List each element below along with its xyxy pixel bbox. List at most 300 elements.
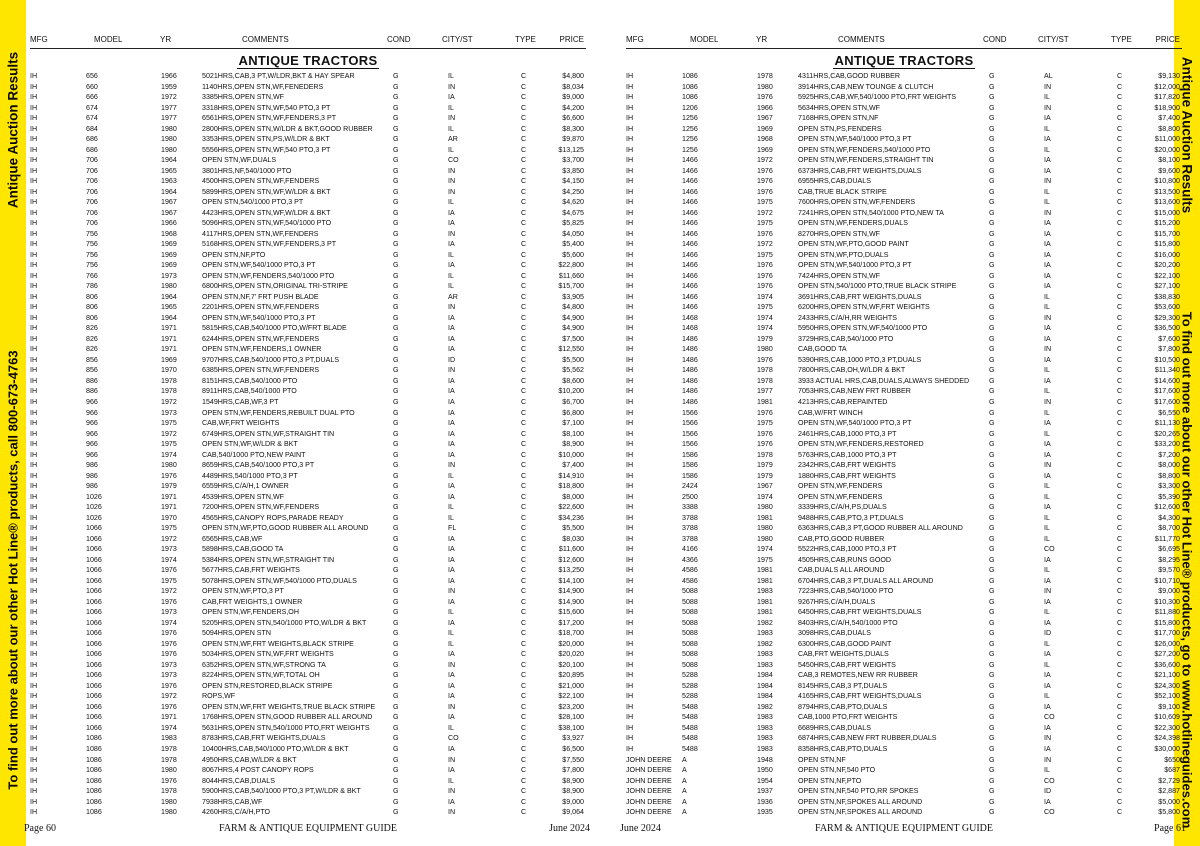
table-row <box>30 797 586 808</box>
cell-model: 826 <box>86 345 98 354</box>
cell-comments: 4539HRS,OPEN STN,WF <box>202 492 284 501</box>
table-row <box>30 155 586 166</box>
cell-year: 1983 <box>161 734 177 743</box>
col-city: CITY/ST <box>442 35 473 44</box>
cell-mfg: IH <box>30 755 38 764</box>
cell-mfg: IH <box>626 545 634 554</box>
cell-price: $2,729 <box>1158 776 1180 785</box>
table-row <box>30 628 586 639</box>
cell-city: IN <box>448 166 456 175</box>
cell-cond: G <box>989 797 995 806</box>
table-row <box>626 733 1182 744</box>
cell-mfg: IH <box>30 219 38 228</box>
cell-year: 1974 <box>757 324 773 333</box>
cell-year: 1974 <box>757 292 773 301</box>
table-row <box>626 723 1182 734</box>
table-row <box>626 208 1182 219</box>
cell-model: 1066 <box>86 618 102 627</box>
guide-name: FARM & ANTIQUE EQUIPMENT GUIDE <box>219 823 397 834</box>
cell-city: FL <box>448 524 457 533</box>
cell-comments: OPEN STN,WF,PTO,DUALS <box>798 250 889 259</box>
cell-cond: G <box>989 334 995 343</box>
cell-year: 1975 <box>757 250 773 259</box>
cell-mfg: IH <box>30 93 38 102</box>
cell-type: C <box>1117 482 1123 491</box>
cell-city: IA <box>1044 450 1051 459</box>
cell-city: IN <box>1044 734 1052 743</box>
cell-comments: CAB,FRT WEIGHTS,1 OWNER <box>202 597 303 606</box>
cell-year: 1972 <box>757 240 773 249</box>
cell-comments: 6565HRS,CAB,WF <box>202 534 263 543</box>
cell-price: $11,770 <box>1154 534 1180 543</box>
cell-model: 706 <box>86 208 98 217</box>
cell-comments: OPEN STN,WF,DUALS <box>202 156 277 165</box>
cell-comments: OPEN STN,WF,540/1000 PTO,3 PT <box>202 261 316 270</box>
cell-model: 1566 <box>682 408 698 417</box>
cell-model: 806 <box>86 292 98 301</box>
cell-cond: G <box>989 303 995 312</box>
cell-price: $10,300 <box>1154 597 1180 606</box>
cell-mfg: IH <box>30 513 38 522</box>
table-row <box>626 439 1182 450</box>
cell-comments: OPEN STN,RESTORED,BLACK STRIPE <box>202 681 333 690</box>
cell-mfg: IH <box>30 124 38 133</box>
cell-model: 1086 <box>86 766 102 775</box>
cell-mfg: IH <box>626 618 634 627</box>
cell-comments: 3098HRS,CAB,DUALS <box>798 629 871 638</box>
cell-comments: OPEN STN,WF,FENDERS,REBUILT DUAL PTO <box>202 408 355 417</box>
cell-mfg: IH <box>626 303 634 312</box>
cell-cond: G <box>989 397 995 406</box>
table-row <box>626 103 1182 114</box>
cell-year: 1976 <box>757 177 773 186</box>
cell-price: $20,000 <box>558 639 584 648</box>
cell-type: C <box>521 482 527 491</box>
cell-mfg: IH <box>626 114 634 123</box>
cell-price: $8,900 <box>562 776 584 785</box>
table-row <box>30 681 586 692</box>
cell-cond: G <box>393 429 399 438</box>
cell-price: $10,500 <box>1154 355 1180 364</box>
cell-mfg: IH <box>626 324 634 333</box>
cell-model: 986 <box>86 482 98 491</box>
cell-comments: 8151HRS,CAB,540/1000 PTO <box>202 376 298 385</box>
cell-year: 1975 <box>161 440 177 449</box>
cell-model: 1066 <box>86 566 102 575</box>
cell-model: 966 <box>86 450 98 459</box>
cell-mfg: IH <box>626 292 634 301</box>
cell-city: IA <box>448 419 455 428</box>
cell-price: $3,850 <box>562 166 584 175</box>
cell-city: IA <box>1044 702 1051 711</box>
cell-comments: OPEN STN,540/1000 PTO,TRUE BLACK STRIPE <box>798 282 957 291</box>
cell-city: ID <box>1044 787 1052 796</box>
cell-comments: 6955HRS,CAB,DUALS <box>798 177 871 186</box>
cell-cond: G <box>393 103 399 112</box>
cell-mfg: JOHN DEERE <box>626 797 672 806</box>
cell-model: 1586 <box>682 450 698 459</box>
cell-model: 674 <box>86 103 98 112</box>
cell-model: 5088 <box>682 597 698 606</box>
cell-price: $12,600 <box>558 555 584 564</box>
cell-model: 4586 <box>682 576 698 585</box>
cell-price: $3,927 <box>562 734 584 743</box>
cell-city: IA <box>448 492 455 501</box>
cell-year: 1978 <box>757 72 773 80</box>
cell-type: C <box>1117 145 1123 154</box>
cell-price: $20,265 <box>1154 429 1180 438</box>
cell-city: IA <box>1044 282 1051 291</box>
cell-model: 686 <box>86 135 98 144</box>
cell-type: C <box>1117 345 1123 354</box>
table-row <box>30 134 586 145</box>
cell-city: IN <box>1044 587 1052 596</box>
table-row <box>30 344 586 355</box>
cell-year: 1982 <box>757 702 773 711</box>
cell-model: 1066 <box>86 587 102 596</box>
cell-comments: OPEN STN,NF,SPOKES ALL AROUND <box>798 808 923 817</box>
cell-year: 1976 <box>757 166 773 175</box>
cell-type: C <box>1117 503 1123 512</box>
cell-comments: 5898HRS,CAB,GOOD TA <box>202 545 284 554</box>
cell-type: C <box>521 198 527 207</box>
cell-city: IA <box>1044 114 1051 123</box>
cell-type: C <box>1117 93 1123 102</box>
cell-model: 886 <box>86 376 98 385</box>
cell-comments: CAB,1000 PTO,FRT WEIGHTS <box>798 713 898 722</box>
cell-cond: G <box>393 608 399 617</box>
cell-comments: 6300HRS,CAB,GOOD PAINT <box>798 639 892 648</box>
cell-price: $14,900 <box>558 597 584 606</box>
cell-type: C <box>521 303 527 312</box>
cell-price: $22,800 <box>558 261 584 270</box>
cell-cond: G <box>989 671 995 680</box>
cell-cond: G <box>989 597 995 606</box>
cell-cond: G <box>393 303 399 312</box>
cell-mfg: IH <box>626 93 634 102</box>
cell-city: IL <box>448 503 454 512</box>
table-row <box>30 418 586 429</box>
cell-year: 1972 <box>757 156 773 165</box>
cell-city: IA <box>448 408 455 417</box>
cell-price: $7,400 <box>1158 114 1180 123</box>
cell-type: C <box>521 713 527 722</box>
cell-year: 1975 <box>161 524 177 533</box>
cell-city: IA <box>448 93 455 102</box>
cell-comments: 7938HRS,CAB,WF <box>202 797 263 806</box>
cell-year: 1978 <box>757 450 773 459</box>
cell-price: $30,000 <box>1154 745 1180 753</box>
cell-cond: G <box>393 419 399 428</box>
cell-type: C <box>1117 450 1123 459</box>
cell-price: $20,100 <box>558 660 584 669</box>
cell-cond: G <box>393 219 399 228</box>
cell-type: C <box>1117 650 1123 659</box>
cell-city: IA <box>448 692 455 701</box>
table-row <box>30 712 586 723</box>
table-row <box>626 323 1182 334</box>
cell-cond: G <box>989 366 995 375</box>
cell-cond: G <box>393 461 399 470</box>
table-row <box>626 765 1182 776</box>
cell-type: C <box>1117 808 1123 817</box>
cell-cond: G <box>393 355 399 364</box>
cell-mfg: IH <box>626 597 634 606</box>
cell-city: CO <box>1044 808 1055 817</box>
cell-price: $11,000 <box>1154 135 1180 144</box>
table-row <box>30 313 586 324</box>
cell-price: $7,400 <box>562 461 584 470</box>
cell-model: 5488 <box>682 745 698 753</box>
cell-model: 1468 <box>682 324 698 333</box>
cell-city: IL <box>1044 145 1050 154</box>
cell-year: 1978 <box>161 745 177 753</box>
cell-city: IN <box>448 702 456 711</box>
cell-city: IL <box>448 513 454 522</box>
cell-cond: G <box>393 408 399 417</box>
cell-model: 1466 <box>682 166 698 175</box>
cell-year: 1973 <box>161 408 177 417</box>
table-row <box>30 250 586 261</box>
cell-mfg: IH <box>626 408 634 417</box>
cell-city: IL <box>448 639 454 648</box>
cell-comments: 6749HRS,OPEN STN,WF,STRAIGHT TIN <box>202 429 335 438</box>
table-row <box>30 492 586 503</box>
cell-cond: G <box>989 450 995 459</box>
cell-cond: G <box>393 135 399 144</box>
cell-price: $10,200 <box>558 387 584 396</box>
cell-cond: G <box>393 787 399 796</box>
cell-type: C <box>1117 419 1123 428</box>
cell-comments: OPEN STN,540/1000 PTO,3 PT <box>202 198 304 207</box>
cell-year: 1972 <box>161 429 177 438</box>
cell-type: C <box>1117 471 1123 480</box>
footer <box>24 823 590 837</box>
cell-type: C <box>1117 124 1123 133</box>
cell-comments: 4260HRS,C/A/H,PTO <box>202 808 271 817</box>
cell-comments: 8403HRS,C/A/H,540/1000 PTO <box>798 618 898 627</box>
cell-type: C <box>521 629 527 638</box>
cell-city: IN <box>1044 208 1052 217</box>
cell-model: 1066 <box>86 545 102 554</box>
cell-model: 1066 <box>86 702 102 711</box>
cell-model: 886 <box>86 387 98 396</box>
cell-city: IA <box>448 440 455 449</box>
cell-cond: G <box>393 166 399 175</box>
cell-type: C <box>521 114 527 123</box>
cell-mfg: IH <box>626 608 634 617</box>
cell-model: 1086 <box>682 82 698 91</box>
cell-comments: 7168HRS,OPEN STN,NF <box>798 114 879 123</box>
cell-comments: 3339HRS,C/A/H,PS,DUALS <box>798 503 887 512</box>
cell-price: $8,300 <box>562 124 584 133</box>
table-row <box>626 113 1182 124</box>
cell-type: C <box>521 576 527 585</box>
cell-cond: G <box>393 755 399 764</box>
cell-cond: G <box>393 177 399 186</box>
cell-mfg: IH <box>626 219 634 228</box>
cell-city: AR <box>448 292 458 301</box>
cell-model: 1486 <box>682 366 698 375</box>
cell-city: IA <box>448 618 455 627</box>
cell-mfg: IH <box>30 629 38 638</box>
cell-year: 1969 <box>161 240 177 249</box>
cell-price: $12,000 <box>1154 82 1180 91</box>
cell-model: 4366 <box>682 555 698 564</box>
table-row <box>626 576 1182 587</box>
cell-mfg: IH <box>30 135 38 144</box>
cell-cond: G <box>989 345 995 354</box>
cell-comments: 4500HRS,OPEN STN,WF,FENDERS <box>202 177 320 186</box>
cell-cond: G <box>989 745 995 753</box>
cell-price: $4,050 <box>562 229 584 238</box>
cell-year: 1974 <box>161 618 177 627</box>
cell-model: 1586 <box>682 461 698 470</box>
cell-year: 1963 <box>161 177 177 186</box>
cell-cond: G <box>989 566 995 575</box>
table-row <box>30 776 586 787</box>
cell-cond: G <box>393 639 399 648</box>
cell-comments: 4117HRS,OPEN STN,WF,FENDERS <box>202 229 319 238</box>
cell-model: 3388 <box>682 503 698 512</box>
cell-price: $10,800 <box>1154 177 1180 186</box>
cell-mfg: IH <box>626 513 634 522</box>
cell-type: C <box>521 324 527 333</box>
cell-year: 1973 <box>161 271 177 280</box>
cell-type: C <box>521 387 527 396</box>
cell-cond: G <box>989 376 995 385</box>
cell-comments: 5078HRS,OPEN STN,WF,540/1000 PTO,DUALS <box>202 576 357 585</box>
cell-year: 1967 <box>757 482 773 491</box>
cell-price: $6,550 <box>1158 408 1180 417</box>
cell-price: $7,550 <box>562 755 584 764</box>
cell-cond: G <box>393 282 399 291</box>
cell-price: $4,800 <box>562 72 584 80</box>
cell-type: C <box>521 208 527 217</box>
cell-cond: G <box>393 513 399 522</box>
cell-price: $8,030 <box>562 534 584 543</box>
cell-model: 3788 <box>682 524 698 533</box>
cell-city: IA <box>448 650 455 659</box>
cell-city: IN <box>448 755 456 764</box>
cell-comments: 6689HRS,CAB,DUALS <box>798 723 871 732</box>
cell-price: $8,000 <box>562 492 584 501</box>
cell-model: 1086 <box>86 808 102 817</box>
cell-type: C <box>1117 355 1123 364</box>
cell-year: 1972 <box>757 208 773 217</box>
cell-city: IA <box>1044 240 1051 249</box>
footer <box>620 823 1186 837</box>
table-row <box>626 386 1182 397</box>
cell-price: $17,700 <box>1154 629 1180 638</box>
table-row <box>30 786 586 797</box>
cell-price: $6,695 <box>1158 545 1180 554</box>
cell-comments: 4565HRS,CANOPY ROPS,PARADE READY <box>202 513 344 522</box>
cell-price: $4,900 <box>562 313 584 322</box>
cell-year: 1964 <box>161 313 177 322</box>
cell-comments: CAB,540/1000 PTO,NEW PAINT <box>202 450 306 459</box>
cell-model: 660 <box>86 82 98 91</box>
cell-model: 2424 <box>682 482 698 491</box>
cell-city: IA <box>1044 261 1051 270</box>
cell-comments: OPEN STN,WF,FENDERS <box>798 482 883 491</box>
table-row <box>626 176 1182 187</box>
page-number: Page 61 <box>1154 823 1186 834</box>
cell-type: C <box>521 282 527 291</box>
cell-comments: 5096HRS,OPEN STN,WF,540/1000 PTO <box>202 219 332 228</box>
cell-year: 1974 <box>757 313 773 322</box>
cell-year: 1936 <box>757 797 773 806</box>
cell-type: C <box>1117 692 1123 701</box>
table-row <box>30 439 586 450</box>
cell-year: 1976 <box>757 440 773 449</box>
cell-mfg: IH <box>30 692 38 701</box>
cell-comments: 7424HRS,OPEN STN,WF <box>798 271 880 280</box>
cell-cond: G <box>989 282 995 291</box>
cell-price: $8,600 <box>562 376 584 385</box>
cell-model: 1066 <box>86 629 102 638</box>
cell-year: 1975 <box>757 419 773 428</box>
cell-comments: 2461HRS,CAB,1000 PTO,3 PT <box>798 429 897 438</box>
cell-mfg: IH <box>626 671 634 680</box>
cell-cond: G <box>989 408 995 417</box>
cell-comments: 7200HRS,OPEN STN,WF,FENDERS <box>202 503 320 512</box>
cell-model: 1566 <box>682 419 698 428</box>
cell-city: IL <box>448 145 454 154</box>
cell-model: 1466 <box>682 240 698 249</box>
cell-comments: 3318HRS,OPEN STN,WF,540 PTO,3 PT <box>202 103 331 112</box>
cell-type: C <box>521 219 527 228</box>
cell-year: 1972 <box>161 93 177 102</box>
table-row <box>626 334 1182 345</box>
table-row <box>30 450 586 461</box>
cell-city: IA <box>448 450 455 459</box>
cell-comments: 5034HRS,OPEN STN,WF,FRT WEIGHTS <box>202 650 334 659</box>
table-row <box>30 113 586 124</box>
cell-model: 1066 <box>86 660 102 669</box>
cell-city: IA <box>1044 650 1051 659</box>
cell-comments: 8358HRS,CAB,PTO,DUALS <box>798 745 888 753</box>
cell-type: C <box>521 787 527 796</box>
cell-year: 1981 <box>757 513 773 522</box>
cell-comments: 1140HRS,OPEN STN,WF,FENEDERS <box>202 82 324 91</box>
cell-cond: G <box>989 187 995 196</box>
cell-comments: 3933 ACTUAL HRS,CAB,DUALS,ALWAYS SHEDDED <box>798 376 970 385</box>
table-row <box>30 355 586 366</box>
table-row <box>626 281 1182 292</box>
cell-year: 1976 <box>161 471 177 480</box>
table-row <box>30 523 586 534</box>
cell-type: C <box>521 808 527 817</box>
cell-cond: G <box>989 429 995 438</box>
cell-type: C <box>521 271 527 280</box>
cell-city: CO <box>448 734 459 743</box>
col-yr: YR <box>756 35 768 44</box>
table-row <box>626 218 1182 229</box>
cell-price: $6,800 <box>562 408 584 417</box>
cell-type: C <box>1117 755 1123 764</box>
table-row <box>626 239 1182 250</box>
cell-city: IA <box>448 566 455 575</box>
cell-year: 1966 <box>757 103 773 112</box>
table-row <box>30 670 586 681</box>
cell-city: IN <box>1044 103 1052 112</box>
cell-comments: 6450HRS,CAB,FRT WEIGHTS,DUALS <box>798 608 922 617</box>
cell-city: IL <box>448 282 454 291</box>
cell-cond: G <box>989 82 995 91</box>
cell-price: $5,600 <box>562 250 584 259</box>
cell-type: C <box>1117 187 1123 196</box>
